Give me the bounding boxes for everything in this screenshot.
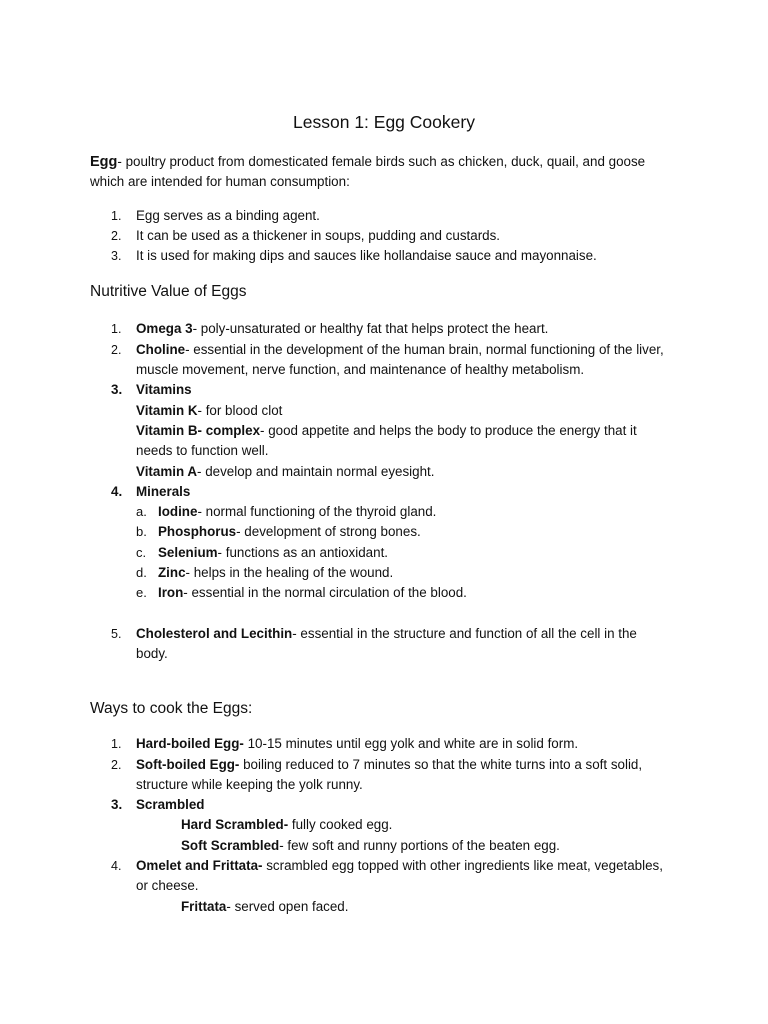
vitamin-a-line xyxy=(136,462,670,482)
vitamin-b-line xyxy=(136,421,670,462)
spacer xyxy=(90,604,670,624)
mineral-text: - normal functioning of the thyroid gland. xyxy=(197,504,437,520)
list-letter: b. xyxy=(136,524,147,540)
mineral-term: Iodine xyxy=(158,504,198,520)
list-number: 3. xyxy=(111,382,123,398)
list-item-hard-boiled xyxy=(90,734,670,754)
list-number: 1. xyxy=(111,322,122,337)
item-term: Minerals xyxy=(136,483,191,499)
nutritive-list xyxy=(90,319,670,502)
mineral-text: - helps in the healing of the wound. xyxy=(185,565,394,581)
mineral-term: Iron xyxy=(158,585,184,601)
list-item-text: Egg serves as a binding agent. xyxy=(136,207,320,223)
list-item-minerals xyxy=(90,482,670,502)
list-number: 1. xyxy=(111,737,122,752)
list-item-soft-boiled xyxy=(90,755,670,796)
list-number: 2. xyxy=(111,342,122,357)
item-term: Vitamins xyxy=(136,382,192,398)
item-term: Cholesterol and Lecithin xyxy=(136,625,293,641)
list-number: 3. xyxy=(111,249,122,264)
frittata-line xyxy=(90,897,670,917)
ways-heading: Ways to cook the Eggs: xyxy=(90,700,253,718)
list-item-scrambled xyxy=(90,795,670,815)
item-text: - poly-unsaturated or healthy fat that helps protect the heart. xyxy=(192,321,549,337)
mineral-term: Selenium xyxy=(158,544,218,560)
mineral-text: - essential in the normal circulation of the blood. xyxy=(183,585,467,601)
vitamin-text: - good appetite and helps the body to produce the energy that it needs to function well. xyxy=(136,422,637,459)
item-text: 10-15 minutes until egg yolk and white are in solid form. xyxy=(243,736,579,752)
egg-uses-list xyxy=(90,206,670,267)
sub-text: fully cooked egg. xyxy=(288,817,393,833)
item-text: boiling reduced to 7 minutes so that the white turns into a soft solid, structure while keeping the yolk runny. xyxy=(136,756,643,792)
mineral-text: - development of strong bones. xyxy=(236,524,421,540)
page-title: Lesson 1: Egg Cookery xyxy=(293,112,475,132)
item-text: - essential in the structure and function of all the cell in the body. xyxy=(136,625,637,661)
list-letter: c. xyxy=(136,544,147,560)
list-item xyxy=(90,206,670,226)
list-number: 4. xyxy=(111,483,123,499)
minerals-list xyxy=(90,502,670,603)
list-number: 4. xyxy=(111,859,122,874)
item-term: Choline xyxy=(136,341,186,357)
list-item-vitamins xyxy=(90,380,670,481)
list-item-text: It can be used as a thickener in soups, pudding and custards. xyxy=(136,227,501,243)
list-item xyxy=(90,246,670,266)
mineral-item xyxy=(90,543,670,563)
mineral-text: - functions as an antioxidant. xyxy=(217,544,389,560)
mineral-term: Phosphorus xyxy=(158,524,237,540)
list-item-omelet xyxy=(90,856,670,897)
vitamin-term: Vitamin A xyxy=(136,463,198,479)
nutritive-list-continued xyxy=(90,624,670,665)
mineral-item xyxy=(90,583,670,603)
mineral-term: Zinc xyxy=(158,565,186,581)
mineral-item xyxy=(90,502,670,522)
ways-list xyxy=(90,734,670,815)
item-text: - essential in the development of the human brain, normal functioning of the liver, muscle movement, nerve function, and maintenance of healthy metabolism. xyxy=(136,341,664,378)
sub-term: Soft Scrambled xyxy=(181,837,280,853)
list-number: 2. xyxy=(111,757,122,772)
item-term: Scrambled xyxy=(136,797,205,813)
mineral-item xyxy=(90,563,670,583)
list-item-omega xyxy=(90,319,670,339)
list-letter: a. xyxy=(136,504,147,520)
sub-text: - served open faced. xyxy=(226,898,349,914)
list-number: 1. xyxy=(111,208,122,223)
list-item-choline xyxy=(90,340,670,381)
nutritive-heading: Nutritive Value of Eggs xyxy=(90,283,247,301)
list-item xyxy=(90,226,670,246)
sub-term: Frittata xyxy=(181,898,227,914)
soft-scrambled-line xyxy=(90,836,670,856)
document-page xyxy=(90,110,670,917)
list-number: 3. xyxy=(111,797,123,813)
vitamin-k-line xyxy=(136,401,670,421)
item-term: Omelet and Frittata- xyxy=(136,858,263,874)
list-item-cholesterol xyxy=(90,624,670,665)
vitamin-text: - for blood clot xyxy=(197,402,283,418)
egg-definition xyxy=(90,152,670,193)
vitamin-term: Vitamin B- complex xyxy=(136,422,261,438)
mineral-item xyxy=(90,522,670,542)
sub-term: Hard Scrambled- xyxy=(181,817,289,833)
list-letter: d. xyxy=(136,565,147,581)
hard-scrambled-line xyxy=(90,815,670,835)
list-number: 5. xyxy=(111,626,122,641)
definition-term: Egg xyxy=(90,154,118,170)
item-term: Omega 3 xyxy=(136,321,193,337)
item-term: Hard-boiled Egg- xyxy=(136,736,244,752)
item-text: scrambled egg topped with other ingredients like meat, vegetables, or cheese. xyxy=(136,858,663,894)
definition-text: - poultry product from domesticated female birds such as chicken, duck, quail, and goose which are intended for human consumption: xyxy=(90,154,646,190)
list-number: 2. xyxy=(111,228,122,243)
item-term: Soft-boiled Egg- xyxy=(136,756,240,772)
sub-text: - few soft and runny portions of the beaten egg. xyxy=(279,837,560,853)
vitamin-term: Vitamin K xyxy=(136,402,198,418)
list-letter: e. xyxy=(136,585,147,601)
vitamin-text: - develop and maintain normal eyesight. xyxy=(197,463,435,479)
ways-list-continued xyxy=(90,856,670,897)
list-item-text: It is used for making dips and sauces like hollandaise sauce and mayonnaise. xyxy=(136,248,597,264)
